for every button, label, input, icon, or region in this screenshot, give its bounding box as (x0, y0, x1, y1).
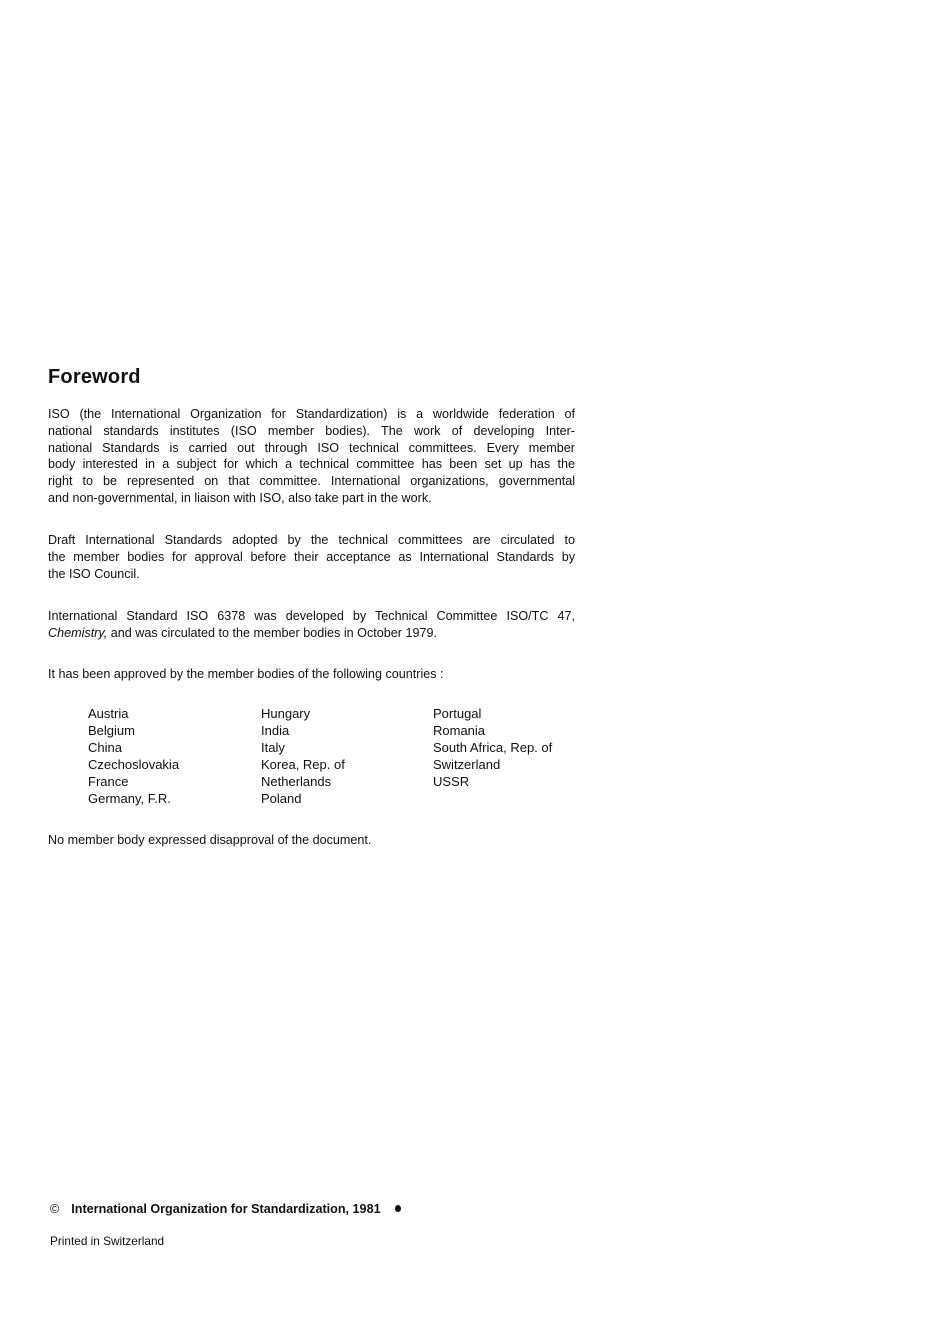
paragraph-line: Draft International Standards adopted by the technical committees are circulated to (48, 533, 575, 547)
country-item: Switzerland (433, 756, 501, 772)
printed-notice: Printed in Switzerland (50, 1234, 165, 1248)
paragraph-line: It has been approved by the member bodies of the following countries : (48, 667, 444, 681)
copyright-icon: © (50, 1202, 60, 1216)
paragraph-line: the member bodies for approval before their acceptance as International Standards by (48, 549, 575, 564)
country-item: India (261, 722, 290, 738)
country-item: China (88, 739, 122, 755)
paragraph-line: ISO (the International Organization for Standardization) is a worldwide federation of (48, 407, 575, 421)
paragraph-line: national standards institutes (ISO member bodies). The work of developing Inter- (48, 423, 575, 438)
country-item: Hungary (261, 706, 311, 721)
paragraph-line: the ISO Council. (48, 566, 140, 581)
country-item: Austria (88, 706, 129, 721)
bullet-icon (395, 1205, 401, 1212)
paragraph-line (48, 625, 575, 642)
paragraph-line: national Standards is carried out through ISO technical committees. Every member (48, 440, 575, 455)
paragraph-draft-standards (48, 532, 575, 582)
copyright-notice (50, 1202, 401, 1216)
country-item: South Africa, Rep. of (433, 739, 553, 755)
country-item: France (88, 773, 129, 789)
paragraph-line: body interested in a subject for which a technical committee has been set up has the (48, 457, 575, 472)
country-item: Germany, F.R. (88, 790, 171, 806)
country-item: Czechoslovakia (88, 756, 180, 772)
paragraph-disapproval (48, 832, 575, 849)
country-item: USSR (433, 773, 470, 789)
committee-name: Chemistry, (48, 625, 108, 640)
paragraph-line-rest: and was circulated to the member bodies in October 1979. (107, 625, 437, 640)
countries-column-2 (261, 706, 345, 807)
paragraph-iso-6378 (48, 608, 575, 642)
countries-column-1 (88, 706, 179, 807)
paragraph-line: International Standard ISO 6378 was developed by Technical Committee ISO/TC 47, (48, 609, 575, 623)
country-item: Italy (261, 739, 285, 755)
paragraph-line: No member body expressed disapproval of the document. (48, 833, 372, 847)
copyright-text: International Organization for Standardization, 1981 (71, 1202, 381, 1216)
country-item: Netherlands (261, 773, 332, 789)
country-item: Poland (261, 790, 302, 806)
country-item: Portugal (433, 706, 482, 721)
country-item: Korea, Rep. of (261, 756, 345, 772)
paragraph-iso-intro (48, 406, 575, 507)
page-title: Foreword (48, 366, 141, 388)
paragraph-approval (48, 666, 575, 683)
paragraph-line: right to be represented on that committee. International organizations, governmental (48, 474, 575, 489)
countries-column-3 (433, 706, 552, 791)
country-item: Romania (433, 722, 486, 738)
paragraph-line: and non-governmental, in liaison with ISO, also take part in the work. (48, 490, 432, 505)
country-item: Belgium (88, 722, 135, 738)
